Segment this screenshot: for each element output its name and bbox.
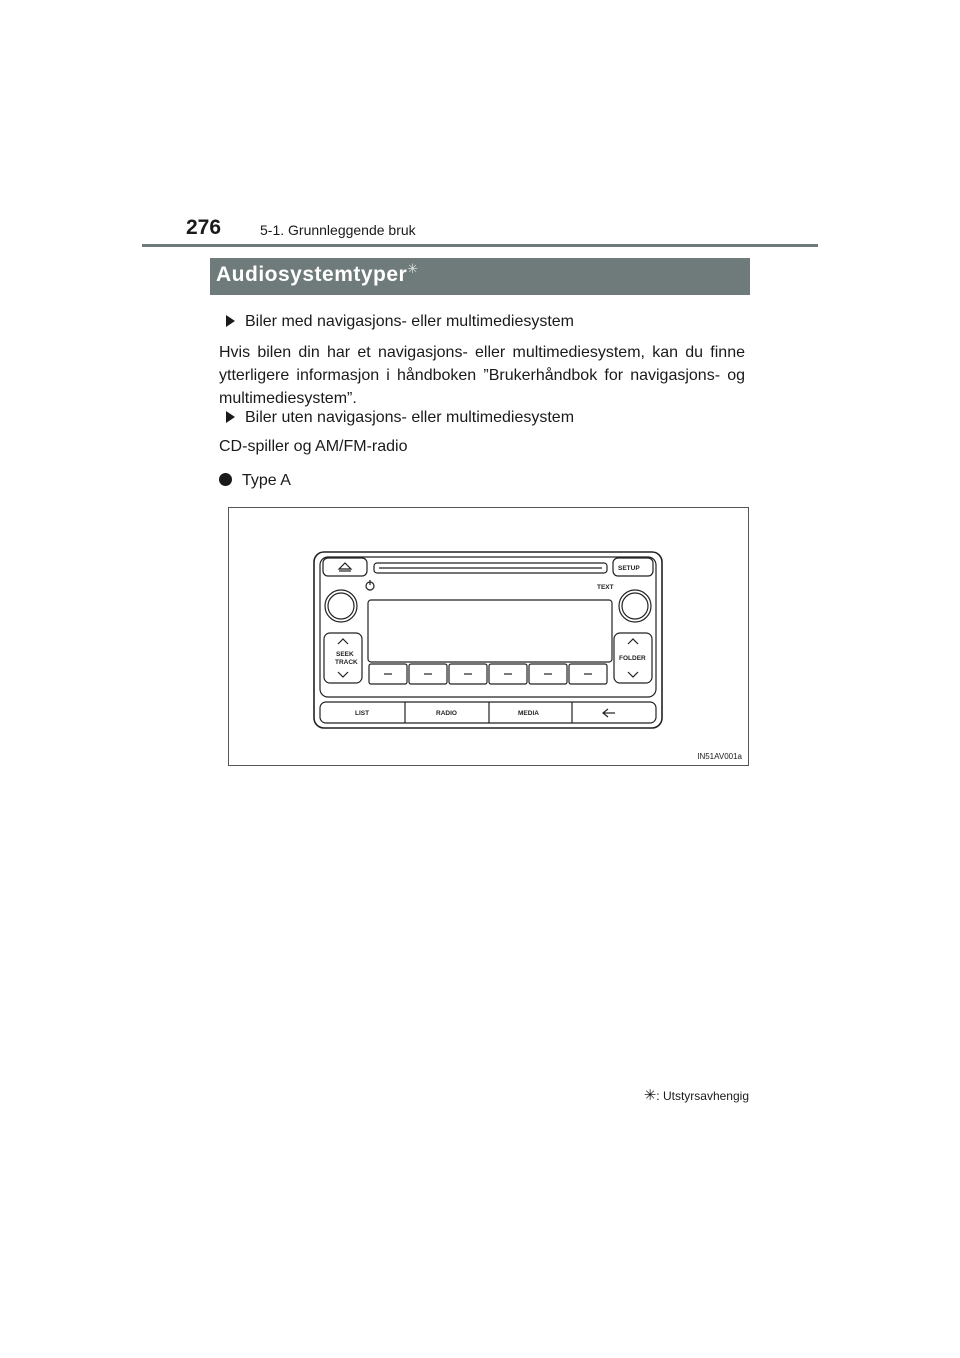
equipment-marker-icon: ✳ [643, 1087, 657, 1104]
text-label: TEXT [597, 584, 614, 591]
footnote [644, 1086, 749, 1104]
section-title: Audiosystemtyper [216, 263, 408, 286]
audio-unit-illustration [229, 508, 748, 765]
triangle-bullet-icon [226, 315, 235, 327]
footnote-text: : Utstyrsavhengig [656, 1089, 749, 1103]
seek-label: SEEK [336, 651, 354, 658]
type-label: Type A [242, 472, 291, 489]
radio-label: RADIO [436, 710, 457, 717]
cd-radio-line: CD-spiller og AM/FM-radio [219, 438, 408, 455]
page-number: 276 [186, 216, 222, 239]
bullet-navigation [219, 310, 574, 333]
circle-bullet-icon [219, 473, 232, 486]
track-label: TRACK [335, 659, 358, 666]
section-heading [210, 258, 750, 295]
bullet-no-navigation [219, 406, 574, 429]
chapter-title: 5-1. Grunnleggende bruk [260, 222, 416, 238]
paragraph: Hvis bilen din har et navigasjons- eller multimediesystem, kan du finne ytterligere informasjon i håndboken ”Brukerhåndbok for navigasjons- og multimediesystem”. [219, 344, 745, 407]
folder-label: FOLDER [619, 655, 646, 662]
media-label: MEDIA [518, 710, 539, 717]
type-a-heading [219, 469, 291, 492]
bullet-text: Biler uten navigasjons- eller multimediesystem [245, 409, 575, 426]
list-label: LIST [355, 710, 370, 717]
audio-unit-figure [228, 507, 749, 766]
bullet-text: Biler med navigasjons- eller multimediesystem [245, 313, 575, 330]
figure-code: IN51AV001a [697, 752, 742, 761]
triangle-bullet-icon [226, 411, 235, 423]
equipment-marker-icon: ✳ [407, 261, 419, 276]
header-rule [142, 244, 818, 247]
setup-label: SETUP [618, 565, 640, 572]
